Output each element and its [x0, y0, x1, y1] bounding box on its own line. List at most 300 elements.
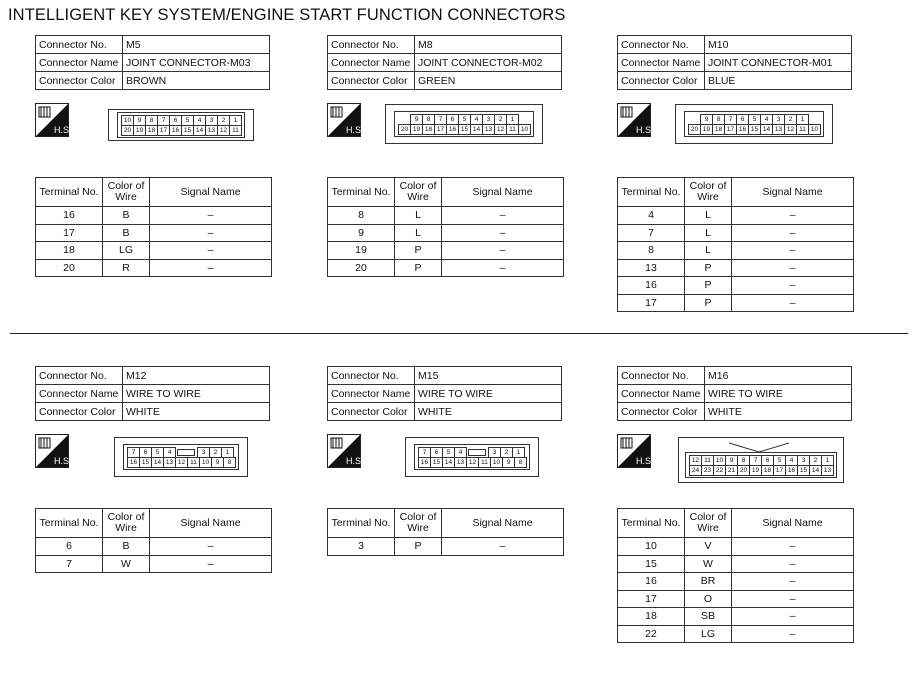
connector-name-value: WIRE TO WIRE: [123, 385, 270, 403]
color-of-wire-header: [103, 178, 150, 207]
connector-color-value: BROWN: [123, 72, 270, 90]
signal-name-cell: –: [732, 294, 854, 312]
table-row: [36, 538, 272, 556]
terminal-no-cell: 13: [618, 259, 685, 277]
table-row: [618, 608, 854, 626]
header-line: Color of: [689, 511, 727, 523]
color-of-wire-header: [685, 178, 732, 207]
signal-name-cell: –: [442, 242, 564, 260]
table-row: [328, 224, 564, 242]
pin-cell: 10: [808, 124, 821, 135]
connector-info-table: [327, 35, 562, 90]
wire-color-cell: B: [103, 207, 150, 225]
pin-cell: 17: [773, 465, 786, 476]
wire-color-cell: B: [103, 538, 150, 556]
terminal-table: [35, 508, 272, 573]
wire-color-cell: P: [685, 259, 732, 277]
pin-cell: 8: [145, 115, 158, 126]
pin-row-bottom: [688, 124, 820, 134]
pin-row-bottom: [127, 457, 235, 467]
pin-cell: 2: [209, 447, 222, 458]
table-row: [328, 242, 564, 260]
terminal-no-cell: 16: [618, 573, 685, 591]
wire-color-cell: P: [395, 242, 442, 260]
pin-cell: 17: [434, 124, 447, 135]
pin-cell: 16: [785, 465, 798, 476]
connector-face: [114, 437, 248, 477]
signal-name-header: Signal Name: [442, 178, 564, 207]
connector-name-label: Connector Name: [618, 54, 705, 72]
pin-cell: 10: [490, 457, 503, 468]
pin-cell: 2: [784, 114, 797, 125]
pin-cell: 20: [398, 124, 411, 135]
pin-cell: 12: [217, 125, 230, 136]
terminal-no-header: Terminal No.: [36, 178, 103, 207]
pin-cell: 6: [446, 114, 459, 125]
pin-cell: 14: [470, 124, 483, 135]
wire-color-cell: L: [685, 224, 732, 242]
terminal-table: [35, 177, 272, 277]
wire-color-cell: LG: [685, 625, 732, 643]
pin-cell: 8: [514, 457, 527, 468]
terminal-no-cell: 19: [328, 242, 395, 260]
pin-cell: 18: [761, 465, 774, 476]
pin-cell: 16: [446, 124, 459, 135]
signal-name-cell: –: [732, 555, 854, 573]
terminal-no-cell: 22: [618, 625, 685, 643]
pin-row-bottom: [689, 465, 833, 475]
pin-cell: 6: [430, 447, 443, 458]
connector-number-value: M8: [415, 36, 562, 54]
connector-name-label: Connector Name: [328, 54, 415, 72]
terminal-no-cell: 20: [36, 259, 103, 277]
terminal-no-cell: 9: [328, 224, 395, 242]
pin-cell: 10: [518, 124, 531, 135]
table-row: [618, 207, 854, 225]
header-line: Wire: [407, 191, 429, 203]
pin-cell: 4: [163, 447, 176, 458]
harness-side-icon: [327, 103, 364, 137]
hs-label: H.S.: [54, 125, 72, 135]
pin-cell: 17: [724, 124, 737, 135]
connector-number-value: M10: [705, 36, 852, 54]
pin-cell: 4: [785, 455, 798, 466]
pin-cell: 6: [169, 115, 182, 126]
pin-cell: 5: [151, 447, 164, 458]
connector-color-value: WHITE: [415, 403, 562, 421]
terminal-no-cell: 3: [328, 538, 395, 556]
pin-row-bottom: [121, 125, 241, 135]
pin-cell: 11: [478, 457, 491, 468]
terminal-table: [327, 177, 564, 277]
hs-label: H.S.: [636, 125, 654, 135]
terminal-no-cell: 8: [328, 207, 395, 225]
connector-name-value: JOINT CONNECTOR-M01: [705, 54, 852, 72]
pin-cell: 3: [772, 114, 785, 125]
key-slot: [468, 449, 486, 456]
signal-name-header: Signal Name: [732, 509, 854, 538]
pin-cell: 9: [502, 457, 515, 468]
pin-cell: 13: [454, 457, 467, 468]
pin-cell: 3: [488, 447, 501, 458]
pin-cell: 9: [700, 114, 713, 125]
pin-cell: 16: [169, 125, 182, 136]
pin-cell: 15: [797, 465, 810, 476]
pin-cell: 15: [181, 125, 194, 136]
pin-cell: 6: [761, 455, 774, 466]
header-line: Wire: [115, 522, 137, 534]
wire-color-cell: P: [395, 259, 442, 277]
pin-block: [685, 452, 837, 478]
terminal-table: [617, 177, 854, 312]
connector-face: [678, 437, 844, 483]
pin-cell: 7: [434, 114, 447, 125]
wire-color-cell: LG: [103, 242, 150, 260]
terminal-no-cell: 20: [328, 259, 395, 277]
connector-info-table: [35, 35, 270, 90]
connector-number-value: M5: [123, 36, 270, 54]
pin-cell: 20: [737, 465, 750, 476]
signal-name-cell: –: [732, 259, 854, 277]
pin-cell: 7: [418, 447, 431, 458]
pin-cell: 19: [133, 125, 146, 136]
wire-color-cell: B: [103, 224, 150, 242]
pin-cell: 24: [689, 465, 702, 476]
pin-cell: [177, 447, 195, 456]
signal-name-cell: –: [442, 259, 564, 277]
hs-label: H.S.: [54, 456, 72, 466]
connector-color-label: Connector Color: [618, 72, 705, 90]
connector-number-label: Connector No.: [618, 367, 705, 385]
wire-color-cell: V: [685, 538, 732, 556]
connector-number-label: Connector No.: [36, 367, 123, 385]
pin-cell: 1: [512, 447, 525, 458]
pin-cell: 9: [725, 455, 738, 466]
table-row: [618, 224, 854, 242]
table-row: [36, 224, 272, 242]
signal-name-cell: –: [732, 625, 854, 643]
terminal-no-cell: 18: [36, 242, 103, 260]
pin-cell: 12: [175, 457, 188, 468]
pin-cell: 12: [494, 124, 507, 135]
connector-number-label: Connector No.: [36, 36, 123, 54]
signal-name-cell: –: [150, 555, 272, 573]
connector-info-table: [35, 366, 270, 421]
header-line: Color of: [399, 180, 437, 192]
terminal-no-cell: 16: [618, 277, 685, 295]
signal-name-cell: –: [150, 259, 272, 277]
signal-name-cell: –: [150, 207, 272, 225]
connector-color-label: Connector Color: [36, 72, 123, 90]
header-line: Color of: [689, 180, 727, 192]
terminal-no-header: Terminal No.: [328, 178, 395, 207]
pin-cell: 2: [217, 115, 230, 126]
table-row: [618, 294, 854, 312]
signal-name-cell: –: [732, 207, 854, 225]
wire-color-cell: P: [685, 294, 732, 312]
connector-face: [108, 109, 254, 141]
pin-cell: 13: [482, 124, 495, 135]
terminal-no-header: Terminal No.: [36, 509, 103, 538]
wire-color-cell: W: [685, 555, 732, 573]
connector-name-label: Connector Name: [36, 54, 123, 72]
table-row: [618, 277, 854, 295]
signal-name-cell: –: [442, 538, 564, 556]
terminal-no-cell: 17: [618, 590, 685, 608]
pin-cell: 3: [205, 115, 218, 126]
terminal-no-header: Terminal No.: [618, 178, 685, 207]
pin-cell: 5: [458, 114, 471, 125]
pin-cell: 12: [466, 457, 479, 468]
wire-color-cell: O: [685, 590, 732, 608]
table-row: [36, 259, 272, 277]
hs-label: H.S.: [346, 456, 364, 466]
signal-name-cell: –: [150, 538, 272, 556]
terminal-no-cell: 17: [36, 224, 103, 242]
pin-cell: 7: [157, 115, 170, 126]
pin-cell: 13: [821, 465, 834, 476]
connector-color-value: BLUE: [705, 72, 852, 90]
pin-row-top: [418, 447, 526, 457]
pin-cell: 9: [410, 114, 423, 125]
pin-block: [394, 111, 534, 137]
color-of-wire-header: [395, 178, 442, 207]
pin-cell: 2: [494, 114, 507, 125]
terminal-no-cell: 6: [36, 538, 103, 556]
pin-cell: 1: [229, 115, 242, 126]
pin-cell: 19: [749, 465, 762, 476]
hs-label: H.S.: [636, 456, 654, 466]
wire-color-cell: L: [685, 242, 732, 260]
pin-cell: 19: [700, 124, 713, 135]
harness-side-icon: [35, 434, 72, 468]
connector-name-label: Connector Name: [618, 385, 705, 403]
signal-name-header: Signal Name: [150, 178, 272, 207]
terminal-no-header: Terminal No.: [618, 509, 685, 538]
connector-info-table: [327, 366, 562, 421]
table-row: [618, 590, 854, 608]
pin-cell: 8: [712, 114, 725, 125]
pin-cell: 14: [193, 125, 206, 136]
pin-cell: 22: [713, 465, 726, 476]
pin-row-top: [410, 114, 530, 124]
pin-cell: 18: [145, 125, 158, 136]
pin-cell: 15: [748, 124, 761, 135]
pin-cell: 2: [809, 455, 822, 466]
pin-cell: 1: [821, 455, 834, 466]
table-row: [618, 573, 854, 591]
pin-cell: 3: [482, 114, 495, 125]
connector-name-value: WIRE TO WIRE: [415, 385, 562, 403]
harness-side-icon: [327, 434, 364, 468]
header-line: Wire: [697, 191, 719, 203]
pin-cell: 16: [127, 457, 140, 468]
pin-cell: 17: [157, 125, 170, 136]
table-row: [36, 207, 272, 225]
connector-face: [405, 437, 539, 477]
pin-row-top: [700, 114, 820, 124]
pin-cell: 1: [796, 114, 809, 125]
terminal-no-cell: 8: [618, 242, 685, 260]
hs-label: H.S.: [346, 125, 364, 135]
header-line: Color of: [399, 511, 437, 523]
connector-name-value: JOINT CONNECTOR-M02: [415, 54, 562, 72]
terminal-no-header: Terminal No.: [328, 509, 395, 538]
connector-face: [385, 104, 543, 144]
pin-cell: 13: [772, 124, 785, 135]
color-of-wire-header: [395, 509, 442, 538]
connector-number-value: M16: [705, 367, 852, 385]
pin-cell: 2: [500, 447, 513, 458]
pin-cell: 4: [760, 114, 773, 125]
connector-number-value: M15: [415, 367, 562, 385]
pin-cell: 15: [458, 124, 471, 135]
pin-cell: 7: [724, 114, 737, 125]
signal-name-header: Signal Name: [150, 509, 272, 538]
wire-color-cell: P: [685, 277, 732, 295]
connector-number-label: Connector No.: [618, 36, 705, 54]
pin-block: [414, 444, 530, 470]
pin-cell: 11: [506, 124, 519, 135]
connector-face: [675, 104, 833, 144]
pin-cell: 13: [163, 457, 176, 468]
pin-cell: 10: [713, 455, 726, 466]
header-line: Wire: [697, 522, 719, 534]
connector-info-table: [617, 366, 852, 421]
connector-color-value: WHITE: [123, 403, 270, 421]
terminal-no-cell: 18: [618, 608, 685, 626]
table-row: [618, 538, 854, 556]
wire-color-cell: BR: [685, 573, 732, 591]
wire-color-cell: SB: [685, 608, 732, 626]
pin-cell: 8: [223, 457, 236, 468]
terminal-no-cell: 10: [618, 538, 685, 556]
pin-cell: [468, 447, 486, 456]
connector-name-label: Connector Name: [36, 385, 123, 403]
pin-cell: 4: [193, 115, 206, 126]
signal-name-cell: –: [732, 242, 854, 260]
pin-cell: 8: [422, 114, 435, 125]
connector-number-label: Connector No.: [328, 367, 415, 385]
pin-cell: 1: [506, 114, 519, 125]
pin-cell: 3: [197, 447, 210, 458]
harness-side-icon: [617, 103, 654, 137]
color-of-wire-header: [685, 509, 732, 538]
connector-name-label: Connector Name: [328, 385, 415, 403]
connector-number-value: M12: [123, 367, 270, 385]
terminal-no-cell: 7: [36, 555, 103, 573]
pin-block: [123, 444, 239, 470]
table-row: [36, 242, 272, 260]
pin-block: [684, 111, 824, 137]
pin-cell: 11: [229, 125, 242, 136]
signal-name-cell: –: [442, 207, 564, 225]
pin-cell: 21: [725, 465, 738, 476]
connector-color-label: Connector Color: [36, 403, 123, 421]
pin-cell: 5: [748, 114, 761, 125]
pin-cell: 20: [121, 125, 134, 136]
signal-name-header: Signal Name: [442, 509, 564, 538]
pin-cell: 7: [127, 447, 140, 458]
signal-name-cell: –: [732, 573, 854, 591]
wire-color-cell: L: [395, 207, 442, 225]
wire-color-cell: L: [395, 224, 442, 242]
connector-color-label: Connector Color: [328, 403, 415, 421]
pin-cell: 6: [139, 447, 152, 458]
pin-row-top: [121, 115, 241, 125]
table-row: [328, 259, 564, 277]
connector-info-table: [617, 35, 852, 90]
signal-name-cell: –: [150, 242, 272, 260]
pin-row-top: [689, 455, 833, 465]
wire-color-cell: W: [103, 555, 150, 573]
pin-cell: 11: [701, 455, 714, 466]
connector-name-value: JOINT CONNECTOR-M03: [123, 54, 270, 72]
wire-color-cell: R: [103, 259, 150, 277]
signal-name-cell: –: [732, 590, 854, 608]
harness-side-icon: [617, 434, 654, 468]
table-row: [618, 555, 854, 573]
table-row: [618, 259, 854, 277]
pin-cell: 18: [712, 124, 725, 135]
section-divider: [10, 333, 908, 334]
page-title: INTELLIGENT KEY SYSTEM/ENGINE START FUNCTION CONNECTORS: [8, 6, 566, 24]
pin-cell: 10: [199, 457, 212, 468]
table-row: [328, 538, 564, 556]
signal-name-header: Signal Name: [732, 178, 854, 207]
terminal-no-cell: 15: [618, 555, 685, 573]
pin-cell: 14: [442, 457, 455, 468]
wire-color-cell: L: [685, 207, 732, 225]
key-slot: [177, 449, 195, 456]
connector-color-value: WHITE: [705, 403, 852, 421]
pin-cell: 9: [133, 115, 146, 126]
pin-row-top: [127, 447, 235, 457]
pin-cell: 7: [749, 455, 762, 466]
table-row: [328, 207, 564, 225]
pin-cell: 4: [454, 447, 467, 458]
terminal-no-cell: 7: [618, 224, 685, 242]
pin-cell: 5: [181, 115, 194, 126]
pin-cell: 15: [430, 457, 443, 468]
harness-side-icon: [35, 103, 72, 137]
pin-cell: 6: [736, 114, 749, 125]
terminal-no-cell: 4: [618, 207, 685, 225]
pin-cell: 5: [442, 447, 455, 458]
signal-name-cell: –: [732, 608, 854, 626]
pin-cell: 5: [773, 455, 786, 466]
pin-cell: 11: [187, 457, 200, 468]
signal-name-cell: –: [442, 224, 564, 242]
pin-cell: 23: [701, 465, 714, 476]
signal-name-cell: –: [732, 224, 854, 242]
pin-cell: 14: [151, 457, 164, 468]
connector-name-value: WIRE TO WIRE: [705, 385, 852, 403]
pin-row-bottom: [398, 124, 530, 134]
signal-name-cell: –: [732, 277, 854, 295]
terminal-table: [327, 508, 564, 556]
connector-color-value: GREEN: [415, 72, 562, 90]
signal-name-cell: –: [732, 538, 854, 556]
pin-cell: 14: [760, 124, 773, 135]
pin-cell: 12: [784, 124, 797, 135]
signal-name-cell: –: [150, 224, 272, 242]
pin-cell: 9: [211, 457, 224, 468]
terminal-table: [617, 508, 854, 643]
header-line: Color of: [107, 511, 145, 523]
pin-cell: 12: [689, 455, 702, 466]
lock-tab: [729, 440, 789, 450]
